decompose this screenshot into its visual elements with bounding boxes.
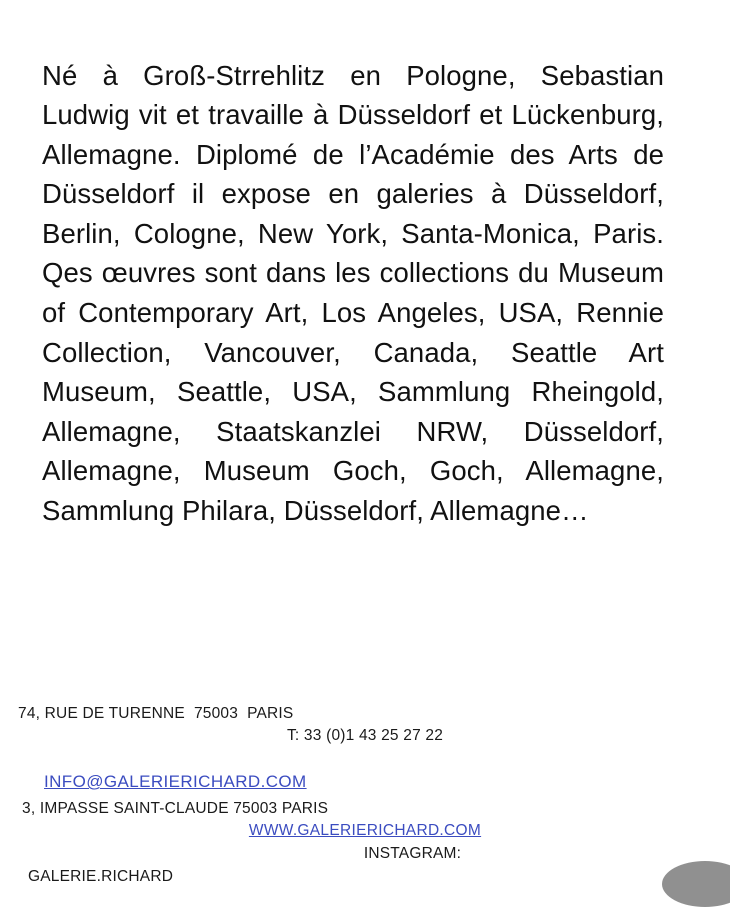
gallery-phone: T: 33 (0)1 43 25 27 22 <box>286 727 444 744</box>
gallery-website-link[interactable]: WWW.GALERIERICHARD.COM <box>248 822 482 839</box>
gallery-email-link[interactable]: INFO@GALERIERICHARD.COM <box>44 772 307 791</box>
gallery-address-primary: 74, RUE DE TURENNE 75003 PARIS <box>18 705 294 722</box>
instagram-handle: GALERIE.RICHARD <box>28 868 174 885</box>
instagram-label: INSTAGRAM: <box>363 845 462 862</box>
artist-biography-paragraph: Né à Groß-Strrehlitz en Pologne, Sebastian Ludwig vit et travaille à Düsseldorf et Lückenburg, Allemagne. Diplomé de l’Académie des Arts de Düsseldorf il expose en galeries à Düsseldorf, Berlin, Cologne, New York, Santa-Monica, Paris. Qes œuvres sont dans les collections du Museum of Contemporary Art, Los Angeles, USA, Rennie Collection, Vancouver, Canada, Seattle Art Museum, Seattle, USA, Sammlung Rheingold, Allemagne, Staatskanzlei NRW, Düsseldorf, Allemagne, Museum Goch, Goch, Allemagne, Sammlung Philara, Düsseldorf, Allemagne… <box>42 59 664 527</box>
corner-shadow-decoration <box>662 861 730 907</box>
gallery-address-secondary: 3, IMPASSE SAINT-CLAUDE 75003 PARIS <box>22 800 329 817</box>
